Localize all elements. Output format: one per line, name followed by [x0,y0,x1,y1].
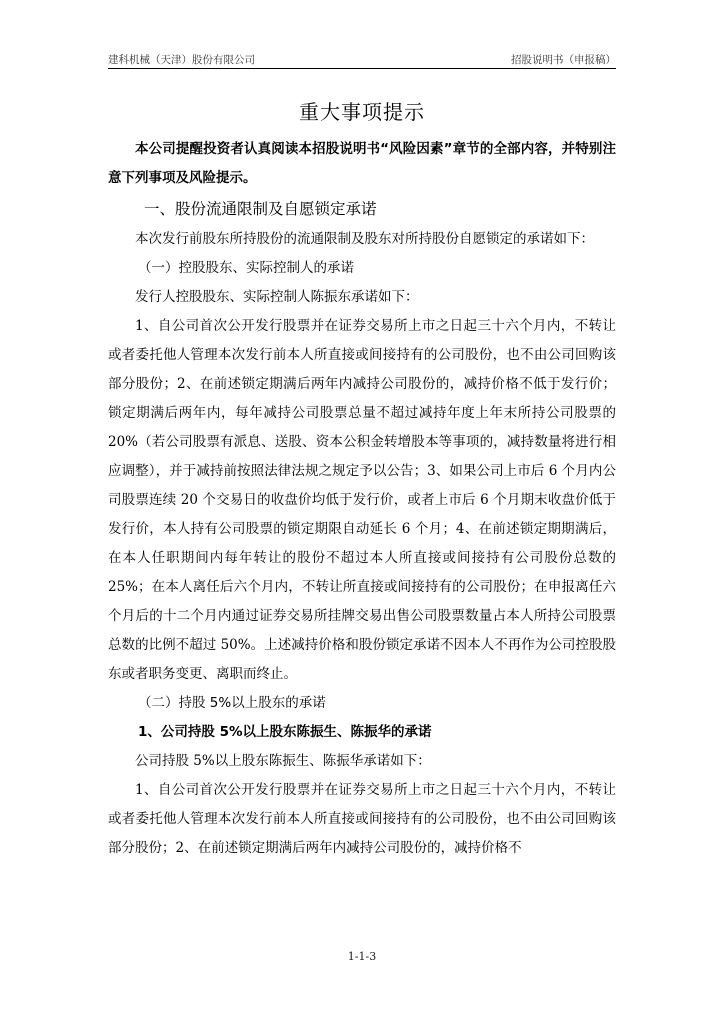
page-header [108,48,616,69]
header-document-title: 招股说明书（申报稿） [511,54,616,66]
subsection-1-body: 1、自公司首次公开发行股票并在证券交易所上市之日起三十六个月内，不转让或者委托他人管理本次发行前本人所直接或间接持有的公司股份，也不由公司回购该部分股份；2、在前述锁定期满后两年内减持公司股份的，减持价格不低于发行价；锁定期满后两年内，每年减持公司股票总量不超过减持年度上年末所持公司股票的 20%（若公司股票有派息、送股、资本公积金转增股本等事项的，减持数量将进行相应调整），并于减持前按照法律法规之规定予以公告；3、如果公司上市后 6 个月内公司股票连续 20 个交易日的收盘价均低于发行价，或者上市后 6 个月期末收盘价低于发行价，本人持有公司股票的锁定期限自动延长 6 个月；4、在前述锁定期期满后，在本人任职期间内每年转让的股份不超过本人所直接或间接持有公司股份总数的 25%；在本人离任后六个月内，不转让所直接或间接持有的公司股份；在申报离任六个月后的十二个月内通过证券交易所挂牌交易出售公司股票数量占本人所持公司股票总数的比例不超过 50%。上述减持价格和股份锁定承诺不因本人不再作为公司控股股东或者职务变更、离职而终止。 [108,318,616,682]
intro-paragraph: 本公司提醒投资者认真阅读本招股说明书“风险因素”章节的全部内容，并特别注意下列事项及风险提示。 [108,141,616,186]
header-company: 建科机械（天津）股份有限公司 [108,54,255,66]
subsection-2-lead: 公司持股 5%以上股东陈振生、陈振华承诺如下： [135,753,431,769]
section-1-lead: 本次发行前股东所持股份的流通限制及股东对所持股份自愿锁定的承诺如下： [135,231,594,247]
subsection-1-heading: （一）控股股东、实际控制人的承诺 [138,260,354,276]
page-number: 1-1-3 [347,950,377,963]
subsection-2-item-1-heading: 1、公司持股 5%以上股东陈振生、陈振华的承诺 [138,724,432,740]
subsection-2-heading: （二）持股 5%以上股东的承诺 [138,695,326,711]
subsection-1-lead: 发行人控股股东、实际控制人陈振东承诺如下： [135,289,419,305]
page-content [108,88,616,863]
section-1-heading: 一、股份流通限制及自愿锁定承诺 [144,200,377,218]
subsection-2-body: 1、自公司首次公开发行股票并在证券交易所上市之日起三十六个月内，不转让或者委托他人管理本次发行前本人所直接或间接持有的公司股份，也不由公司回购该部分股份；2、在前述锁定期满后两年内减持公司股份的，减持价格不 [108,782,616,856]
page-title: 重大事项提示 [299,100,425,124]
